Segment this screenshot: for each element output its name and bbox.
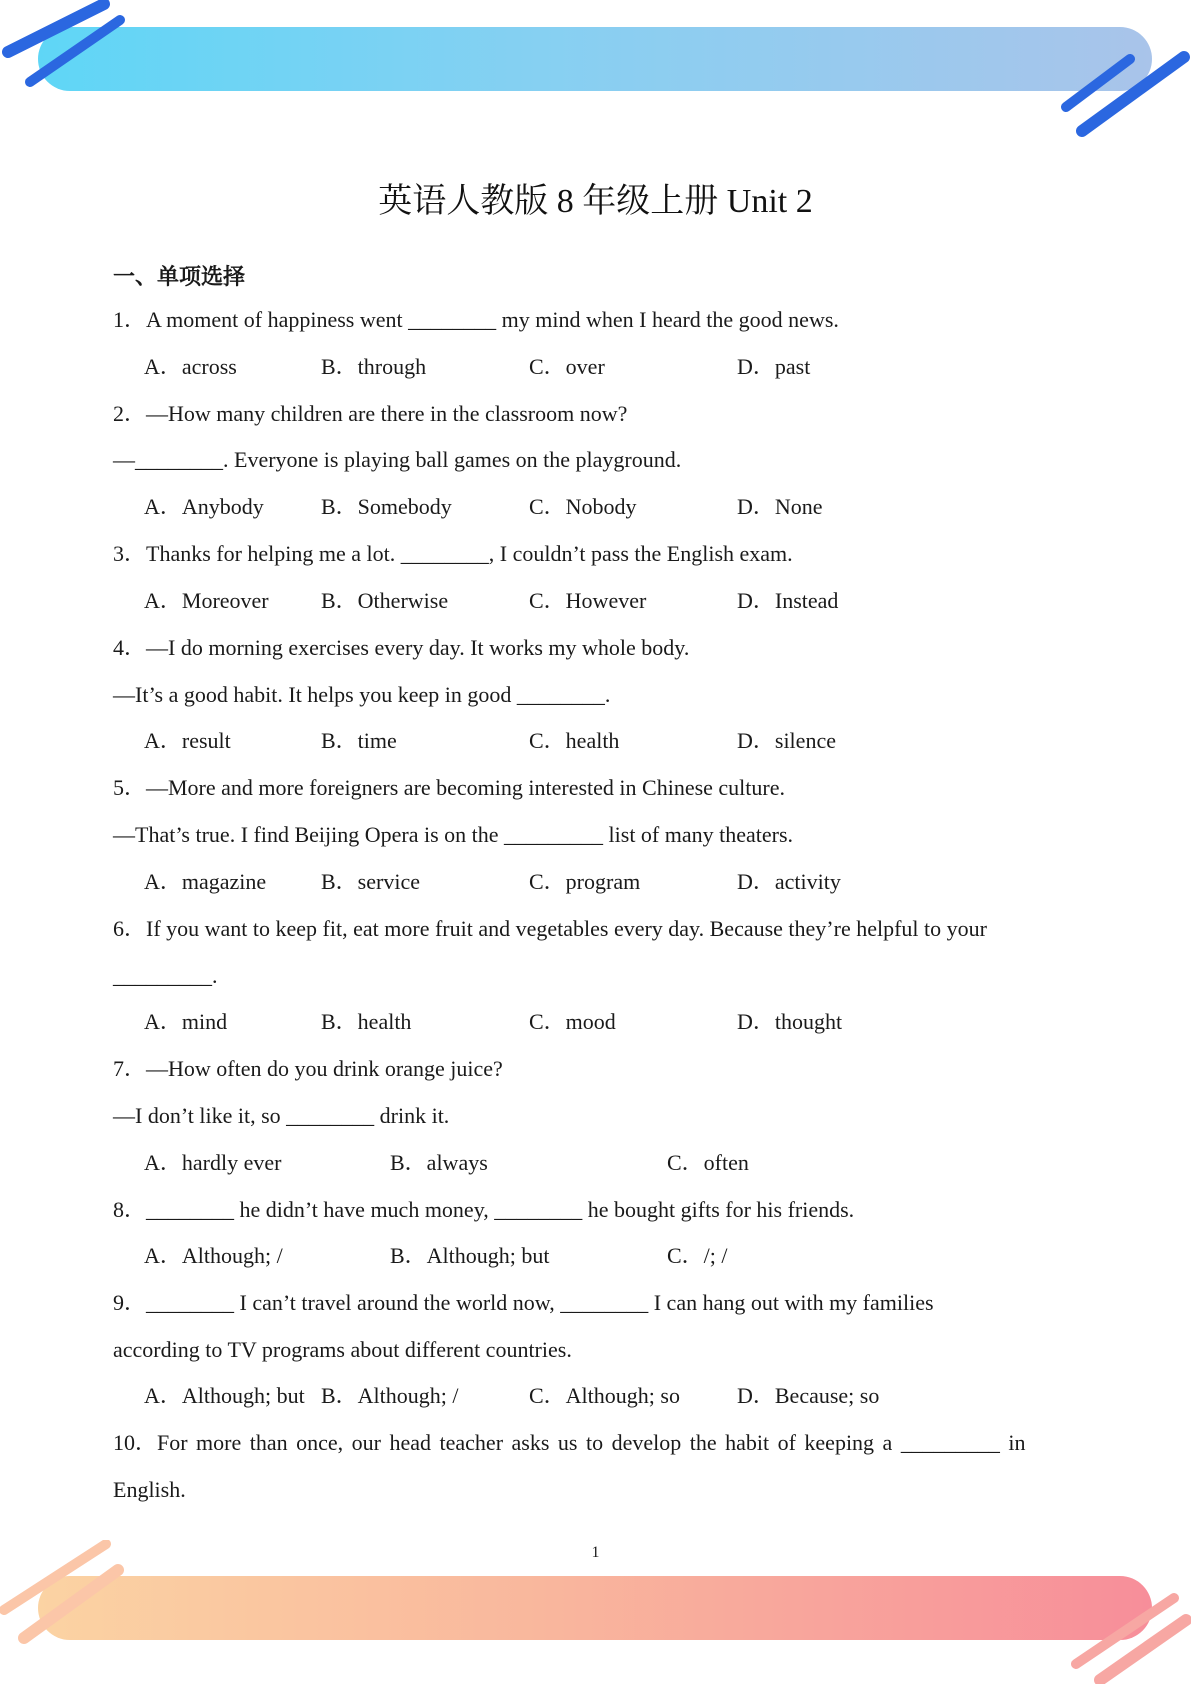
question-2-stem: 2．—How many children are there in the classroom now? (113, 401, 628, 426)
question-1-option-b: B．through (321, 354, 427, 379)
question-4-option-a: A．result (144, 728, 231, 753)
header-stripes-left (0, 0, 130, 100)
question-4-stem: 4．—I do morning exercises every day. It works my whole body. (113, 635, 690, 660)
question-7-option-c: C．often (667, 1150, 749, 1175)
question-1-option-c: C．over (529, 354, 605, 379)
question-2-option-c: C．Nobody (529, 494, 637, 519)
question-4-stem-cont: —It’s a good habit. It helps you keep in good ________. (113, 682, 611, 707)
page-number: 1 (591, 1544, 600, 1561)
section-heading: 一、单项选择 (113, 265, 246, 290)
question-4-option-d: D．silence (737, 728, 836, 753)
question-7-stem: 7．—How often do you drink orange juice? (113, 1056, 503, 1081)
question-4-option-b: B．time (321, 728, 397, 753)
question-6-option-d: D．thought (737, 1009, 843, 1034)
question-2-option-a: A．Anybody (144, 494, 264, 519)
header-banner (38, 27, 1152, 91)
question-5-option-b: B．service (321, 869, 420, 894)
question-3-stem: 3．Thanks for helping me a lot. ________, I couldn’t pass the English exam. (113, 541, 793, 566)
question-9-option-c: C．Although; so (529, 1383, 680, 1408)
question-4-option-c: C．health (529, 728, 620, 753)
question-9-option-d: D．Because; so (737, 1383, 880, 1408)
question-8-option-c: C．/; / (667, 1243, 728, 1268)
question-6-option-a: A．mind (144, 1009, 228, 1034)
question-2-option-b: B．Somebody (321, 494, 452, 519)
question-8-option-a: A．Although; / (144, 1243, 283, 1268)
question-10-stem-cont: English. (113, 1477, 186, 1502)
question-9-option-b: B．Although; / (321, 1383, 459, 1408)
question-10-stem: 10．For more than once, our head teacher asks us to develop the habit of keeping a _________ in (113, 1430, 1026, 1455)
question-9-option-a: A．Although; but (144, 1383, 305, 1408)
question-5-option-d: D．activity (737, 869, 841, 894)
question-6-option-b: B．health (321, 1009, 412, 1034)
question-5-option-a: A．magazine (144, 869, 267, 894)
header-stripes-right (1060, 45, 1191, 145)
question-3-option-d: D．Instead (737, 588, 839, 613)
question-5-stem-cont: —That’s true. I find Beijing Opera is on the _________ list of many theaters. (113, 822, 794, 847)
question-1-option-d: D．past (737, 354, 811, 379)
question-8-option-b: B．Although; but (390, 1243, 550, 1268)
question-9-stem-cont: according to TV programs about different countries. (113, 1337, 572, 1362)
question-6-stem-cont: _________. (113, 963, 218, 988)
question-3-option-a: A．Moreover (144, 588, 269, 613)
question-8-stem: 8．________ he didn’t have much money, ________ he bought gifts for his friends. (113, 1197, 855, 1222)
question-6-option-c: C．mood (529, 1009, 616, 1034)
question-7-option-b: B．always (390, 1150, 488, 1175)
footer-stripes-left (0, 1540, 130, 1650)
question-1-option-a: A．across (144, 354, 237, 379)
question-6-stem: 6．If you want to keep fit, eat more fruit and vegetables every day. Because they’re helpful to your (113, 916, 987, 941)
question-5-option-c: C．program (529, 869, 641, 894)
question-9-stem: 9．________ I can’t travel around the world now, ________ I can hang out with my families (113, 1290, 934, 1315)
question-5-stem: 5．—More and more foreigners are becoming interested in Chinese culture. (113, 775, 785, 800)
question-2-option-d: D．None (737, 494, 823, 519)
footer-banner (38, 1576, 1152, 1640)
question-7-stem-cont: —I don’t like it, so ________ drink it. (113, 1103, 450, 1128)
footer-stripes-right (1070, 1590, 1191, 1684)
document-title: 英语人教版 8 年级上册 Unit 2 (378, 183, 813, 220)
question-3-option-c: C．However (529, 588, 647, 613)
question-3-option-b: B．Otherwise (321, 588, 449, 613)
question-7-option-a: A．hardly ever (144, 1150, 282, 1175)
question-1-stem: 1．A moment of happiness went ________ my mind when I heard the good news. (113, 307, 839, 332)
question-2-stem-cont: —________. Everyone is playing ball games on the playground. (113, 447, 682, 472)
